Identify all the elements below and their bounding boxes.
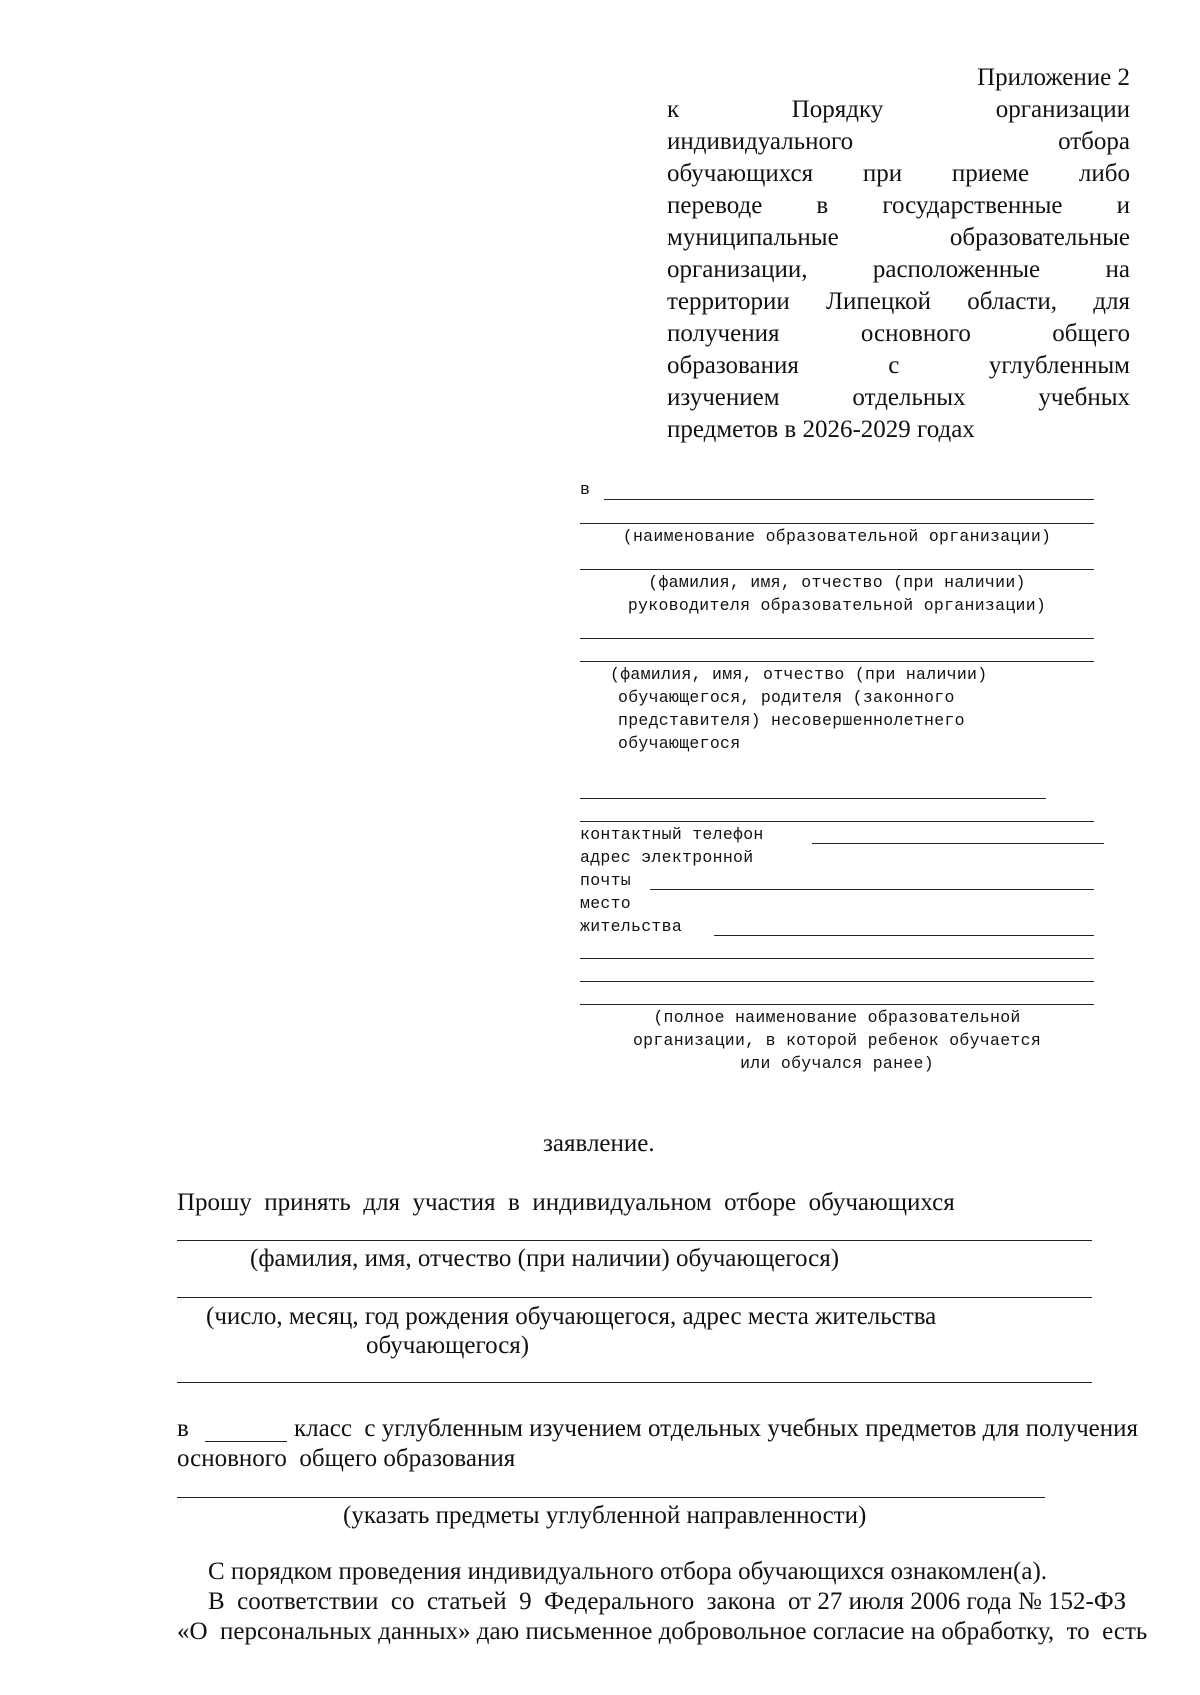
class-prefix: в [177, 1415, 189, 1442]
school-field-2[interactable] [580, 1004, 1094, 1005]
annex-line: муниципальные образовательные [667, 224, 1130, 251]
school-caption-2: организации, в которой ребенок обучается [632, 1031, 1042, 1050]
residence-field-2[interactable] [580, 958, 1094, 959]
consent-line-1: В соответствии со статьей 9 Федерального закона от 27 июля 2006 года № 152-ФЗ [208, 1588, 1127, 1615]
to-prefix: в [580, 480, 591, 499]
consent-line-2: «О персональных данных» даю письменное добровольное согласие на обработку, то есть [177, 1618, 1148, 1645]
acquainted-text: С порядком проведения индивидуального отбора обучающихся ознакомлен(а). [208, 1558, 1048, 1585]
statement-title: заявление. [543, 1130, 655, 1157]
org-name-line[interactable] [604, 499, 1094, 500]
phone-field[interactable] [812, 843, 1104, 844]
birth-caption-2: обучающегося) [366, 1332, 530, 1359]
subjects-caption: (указать предметы углубленной направленности) [343, 1502, 867, 1529]
school-field[interactable] [580, 981, 1094, 982]
org-name-line-2[interactable] [580, 523, 1094, 524]
annex-line: переводе в государственные и [667, 192, 1130, 219]
annex-last-line: предметов в 2026-2029 годах [667, 416, 975, 443]
birth-caption-1: (число, месяц, год рождения обучающегося, адрес места жительства [206, 1303, 937, 1330]
class-text-2: основного общего образования [177, 1445, 516, 1472]
head-caption-1: (фамилия, имя, отчество (при наличии) [648, 573, 1026, 592]
email-label-2: почты [580, 871, 632, 890]
residence-label-2: жительства [580, 917, 683, 936]
annex-line: обучающихся при приеме либо [667, 160, 1130, 187]
applicant-caption-1: (фамилия, имя, отчество (при наличии) [610, 665, 988, 684]
annex-line: индивидуального отбора [667, 128, 1130, 155]
phone-label: контактный телефон [580, 825, 764, 844]
applicant-caption-4: обучающегося [618, 734, 741, 753]
head-caption-2: руководителя образовательной организации) [627, 596, 1047, 615]
student-name-field[interactable] [177, 1240, 1092, 1241]
applicant-name-line-2[interactable] [580, 661, 1094, 662]
head-name-line[interactable] [580, 569, 1094, 570]
request-line: Прошу принять для участия в индивидуальном отборе обучающихся [177, 1189, 955, 1216]
annex-line: образования с углубленным [667, 352, 1130, 379]
annex-line: изучением отдельных учебных [667, 384, 1130, 411]
name-caption: (фамилия, имя, отчество (при наличии) обучающегося) [250, 1245, 840, 1272]
subjects-field[interactable] [177, 1497, 1045, 1498]
email-label-1: адрес электронной [580, 848, 754, 867]
residence-label-1: место [580, 894, 632, 913]
residence-field[interactable] [714, 935, 1094, 936]
birth-field[interactable] [177, 1297, 1092, 1298]
annex-header [667, 62, 1130, 446]
school-caption-1: (полное наименование образовательной [653, 1008, 1021, 1027]
annex-line: территории Липецкой области, для [667, 288, 1130, 315]
applicant-caption-3: представителя) несовершеннолетнего [618, 711, 965, 730]
applicant-name-line[interactable] [580, 638, 1094, 639]
email-field[interactable] [650, 889, 1094, 890]
annex-line: к Порядку организации [667, 96, 1130, 123]
class-number-field[interactable] [205, 1441, 287, 1442]
annex-line: получения основного общего [667, 320, 1130, 347]
annex-line: организации, расположенные на [667, 256, 1130, 283]
class-text: класс с углубленным изучением отдельных учебных предметов для получения [294, 1415, 1139, 1442]
address-field[interactable] [177, 1382, 1092, 1383]
applicant-extra-line[interactable] [580, 798, 1046, 799]
applicant-extra-line-2[interactable] [580, 821, 1094, 822]
annex-title: Приложение 2 [977, 64, 1130, 91]
school-caption-3: или обучался ранее) [740, 1054, 934, 1073]
org-caption: (наименование образовательной организации) [622, 527, 1052, 546]
applicant-caption-2: обучающегося, родителя (законного [618, 688, 955, 707]
